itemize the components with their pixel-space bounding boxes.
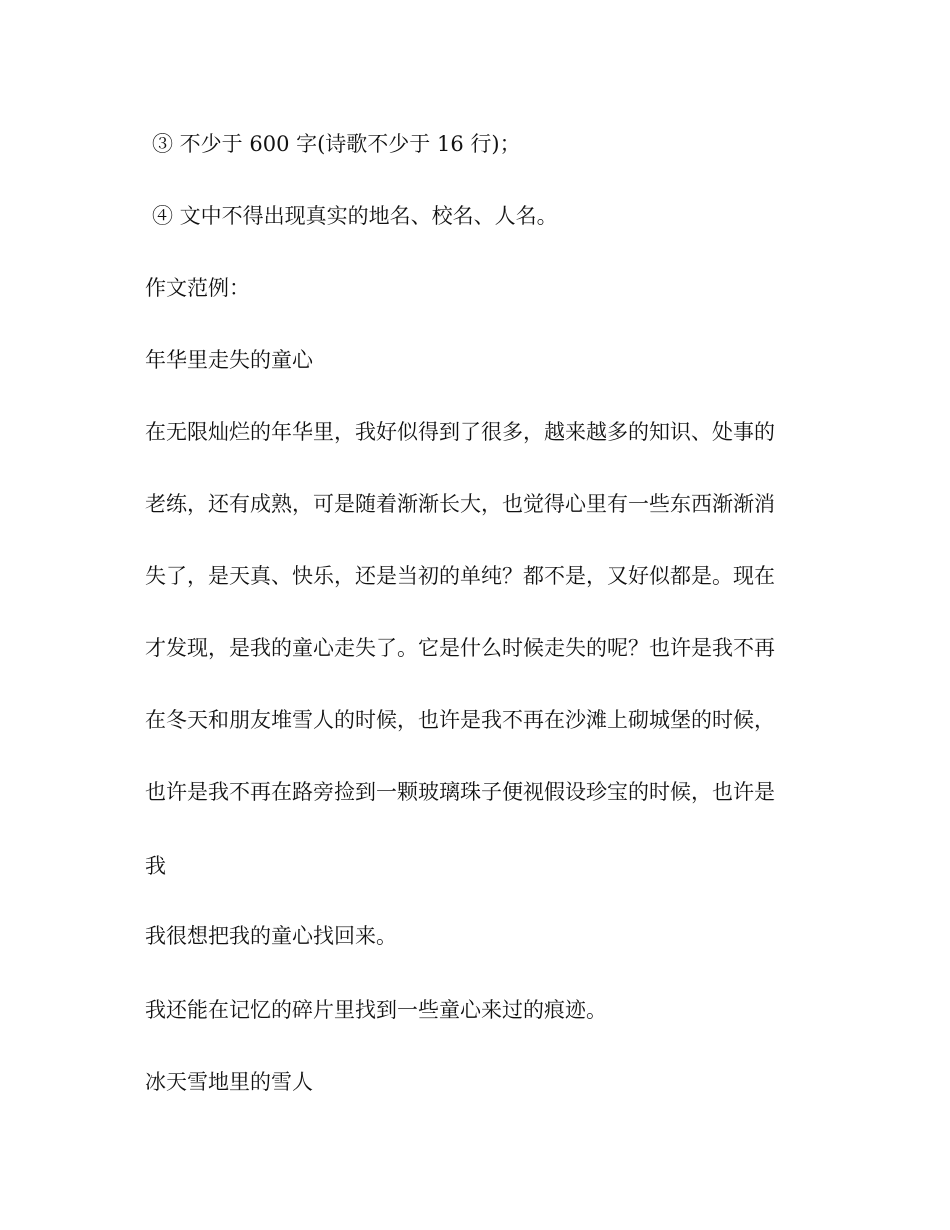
paragraph-line: 老练，还有成熟，可是随着渐渐长大，也觉得心里有一些东西渐渐消 (145, 492, 775, 516)
requirement-4: ④ 文中不得出现真实的地名、校名、人名。 (152, 204, 558, 228)
paragraph-line: 冰天雪地里的雪人 (145, 1070, 313, 1094)
sample-label: 作文范例： (145, 276, 250, 300)
paragraph-line: 才发现，是我的童心走失了。它是什么时候走失的呢？也许是我不再 (145, 636, 775, 660)
requirement-3: ③ 不少于 600 字(诗歌不少于 16 行)； (152, 132, 521, 156)
essay-title: 年华里走失的童心 (145, 348, 313, 372)
paragraph-line: 在冬天和朋友堆雪人的时候，也许是我不再在沙滩上砌城堡的时候， (145, 708, 775, 732)
paragraph-line: 我很想把我的童心找回来。 (145, 924, 397, 948)
paragraph-line: 我还能在记忆的碎片里找到一些童心来过的痕迹。 (145, 998, 607, 1022)
paragraph-line: 我 (145, 854, 166, 878)
paragraph-line: 也许是我不再在路旁捡到一颗玻璃珠子便视假设珍宝的时候，也许是 (145, 780, 775, 804)
paragraph-line: 在无限灿烂的年华里，我好似得到了很多，越来越多的知识、处事的 (145, 420, 775, 444)
paragraph-line: 失了，是天真、快乐，还是当初的单纯？都不是，又好似都是。现在 (145, 564, 775, 588)
